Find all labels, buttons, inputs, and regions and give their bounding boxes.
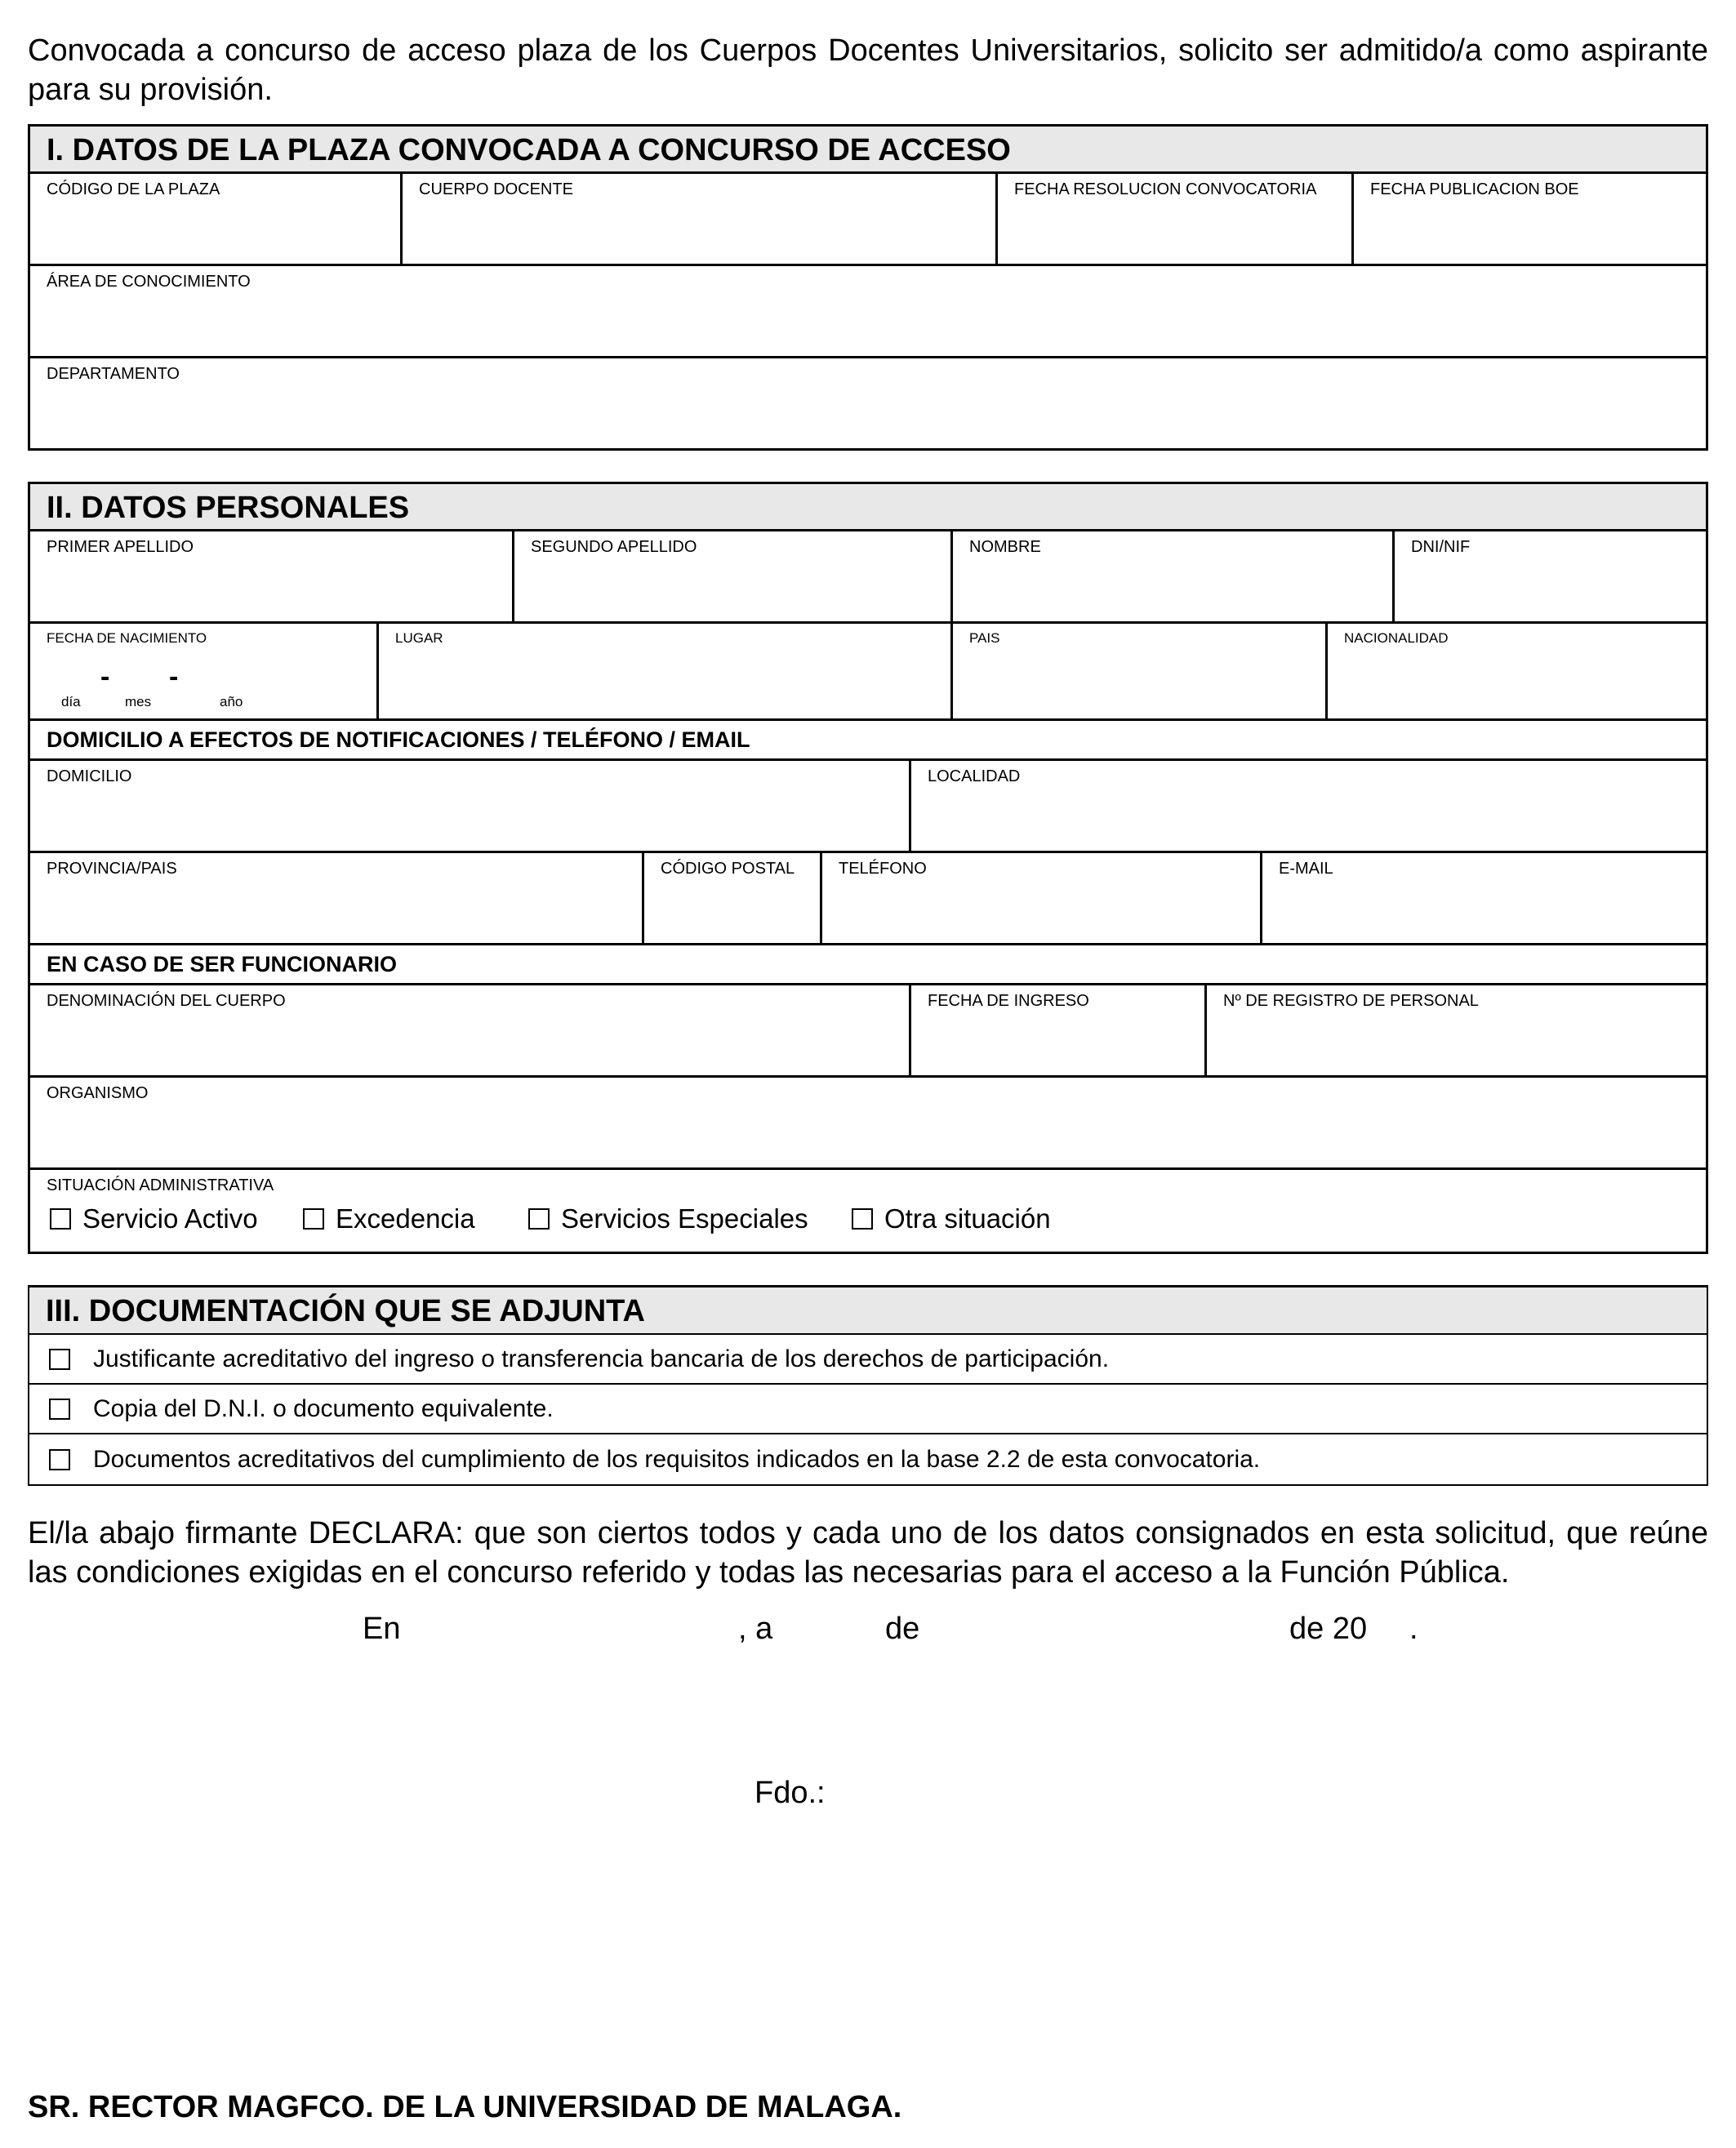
- codigo-plaza-field[interactable]: [30, 174, 403, 264]
- email-label: E-MAIL: [1279, 860, 1333, 878]
- declaration-text: El/la abajo firmante DECLARA: que son ciertos todos y cada uno de los datos consignados en esta solicitud, que reúne las condiciones exigidas en el concurso referido y todas las necesarias para el acceso a la Función Pública.: [28, 1516, 1708, 1590]
- section-plaza: [28, 124, 1708, 451]
- checkbox-icon[interactable]: [50, 1208, 71, 1230]
- funcionario-header: EN CASO DE SER FUNCIONARIO: [47, 952, 398, 976]
- provincia-label: PROVINCIA/PAIS: [47, 860, 177, 878]
- situacion-field: [30, 1170, 1706, 1252]
- organismo-label: ORGANISMO: [47, 1084, 149, 1102]
- dni-label: DNI/NIF: [1411, 538, 1471, 556]
- situacion-option-servicios-especiales[interactable]: [528, 1203, 852, 1234]
- place-a-label: , a: [738, 1612, 773, 1646]
- intro-text: Convocada a concurso de acceso plaza de los Cuerpos Docentes Universitarios, solicito ser admitido/a como aspirante para su provisión.: [28, 33, 1708, 107]
- email-field[interactable]: [1262, 853, 1706, 943]
- checkbox-icon[interactable]: [852, 1208, 873, 1230]
- doc-item-justificante[interactable]: [29, 1335, 1707, 1385]
- section-documentacion: [28, 1285, 1708, 1486]
- departamento-field[interactable]: [30, 358, 1706, 448]
- lugar-field[interactable]: [379, 624, 953, 718]
- situacion-label: SITUACIÓN ADMINISTRATIVA: [47, 1176, 274, 1194]
- situacion-option-excedencia[interactable]: [303, 1203, 528, 1234]
- checkbox-icon[interactable]: [49, 1349, 70, 1370]
- fecha-resolucion-field[interactable]: [998, 174, 1354, 264]
- fecha-nacimiento-label: FECHA DE NACIMIENTO: [47, 630, 207, 646]
- segundo-apellido-field[interactable]: [514, 531, 953, 621]
- section-plaza-title: I. DATOS DE LA PLAZA CONVOCADA A CONCURSO DE ACCESO: [30, 127, 1706, 174]
- checkbox-icon[interactable]: [528, 1208, 550, 1230]
- doc-item-requisitos[interactable]: [29, 1434, 1707, 1484]
- domicilio-label: DOMICILIO: [47, 767, 132, 785]
- denominacion-field[interactable]: [30, 985, 911, 1075]
- primer-apellido-field[interactable]: [30, 531, 514, 621]
- place-date-line: [28, 1612, 1708, 1661]
- checkbox-icon[interactable]: [49, 1449, 70, 1470]
- cuerpo-docente-label: CUERPO DOCENTE: [419, 180, 573, 198]
- date-de-label: de: [885, 1612, 920, 1646]
- excedencia-label: Excedencia: [336, 1203, 475, 1234]
- nombre-field[interactable]: [953, 531, 1395, 621]
- registro-personal-field[interactable]: [1207, 985, 1706, 1075]
- section-documentacion-title: III. DOCUMENTACIÓN QUE SE ADJUNTA: [29, 1287, 1707, 1335]
- signature-label: Fdo.:: [754, 1776, 826, 1810]
- otra-situacion-label: Otra situación: [884, 1203, 1051, 1234]
- servicios-especiales-label: Servicios Especiales: [561, 1203, 808, 1234]
- fecha-nacimiento-field[interactable]: [30, 624, 379, 718]
- fecha-ingreso-label: FECHA DE INGRESO: [928, 992, 1089, 1010]
- codigo-plaza-label: CÓDIGO DE LA PLAZA: [47, 180, 220, 198]
- doc-item-dni[interactable]: [29, 1385, 1707, 1434]
- primer-apellido-label: PRIMER APELLIDO: [47, 538, 194, 556]
- date-end-dot: .: [1409, 1612, 1418, 1646]
- telefono-label: TELÉFONO: [839, 860, 927, 878]
- fecha-ingreso-field[interactable]: [911, 985, 1207, 1075]
- checkbox-icon[interactable]: [49, 1399, 70, 1420]
- date-separator-1: -: [100, 661, 110, 692]
- codigo-postal-label: CÓDIGO POSTAL: [661, 860, 795, 878]
- lugar-label: LUGAR: [395, 630, 443, 646]
- nombre-label: NOMBRE: [969, 538, 1041, 556]
- localidad-field[interactable]: [911, 761, 1706, 851]
- situacion-option-otra[interactable]: [852, 1203, 1051, 1234]
- section-personales: [28, 482, 1708, 1254]
- mes-label: mes: [125, 694, 152, 709]
- registro-personal-label: Nº DE REGISTRO DE PERSONAL: [1223, 992, 1479, 1010]
- nacionalidad-label: NACIONALIDAD: [1344, 630, 1449, 646]
- fecha-publicacion-label: FECHA PUBLICACION BOE: [1370, 180, 1579, 198]
- place-en-label: En: [363, 1612, 401, 1646]
- pais-field[interactable]: [953, 624, 1328, 718]
- denominacion-label: DENOMINACIÓN DEL CUERPO: [47, 992, 286, 1010]
- domicilio-header: DOMICILIO A EFECTOS DE NOTIFICACIONES / TELÉFONO / EMAIL: [47, 727, 750, 752]
- segundo-apellido-label: SEGUNDO APELLIDO: [531, 538, 697, 556]
- anio-label: año: [220, 694, 243, 709]
- cuerpo-docente-field[interactable]: [403, 174, 998, 264]
- localidad-label: LOCALIDAD: [928, 767, 1021, 785]
- organismo-field[interactable]: [30, 1078, 1706, 1167]
- area-conocimiento-field[interactable]: [30, 266, 1706, 356]
- dni-field[interactable]: [1395, 531, 1706, 621]
- doc-label: Copia del D.N.I. o documento equivalente.: [93, 1394, 554, 1422]
- servicio-activo-label: Servicio Activo: [82, 1203, 258, 1234]
- area-conocimiento-label: ÁREA DE CONOCIMIENTO: [47, 273, 251, 291]
- provincia-field[interactable]: [30, 853, 644, 943]
- fecha-publicacion-field[interactable]: [1354, 174, 1706, 264]
- doc-label: Justificante acreditativo del ingreso o transferencia bancaria de los derechos de participación.: [93, 1345, 1110, 1372]
- dia-label: día: [61, 694, 81, 709]
- nacionalidad-field[interactable]: [1328, 624, 1706, 718]
- section-personales-title: II. DATOS PERSONALES: [30, 484, 1706, 531]
- recipient-label: SR. RECTOR MAGFCO. DE LA UNIVERSIDAD DE MALAGA.: [28, 2090, 902, 2124]
- telefono-field[interactable]: [822, 853, 1262, 943]
- checkbox-icon[interactable]: [303, 1208, 324, 1230]
- date-separator-2: -: [169, 661, 179, 692]
- fecha-resolucion-label: FECHA RESOLUCION CONVOCATORIA: [1014, 180, 1317, 198]
- year-de-label: de 20: [1289, 1612, 1368, 1646]
- departamento-label: DEPARTAMENTO: [47, 365, 180, 383]
- pais-label: PAIS: [969, 630, 1000, 646]
- doc-label: Documentos acreditativos del cumplimiento de los requisitos indicados en la base 2.2 de esta convocatoria.: [93, 1445, 1261, 1473]
- situacion-option-servicio-activo[interactable]: [50, 1203, 303, 1234]
- codigo-postal-field[interactable]: [644, 853, 822, 943]
- domicilio-field[interactable]: [30, 761, 911, 851]
